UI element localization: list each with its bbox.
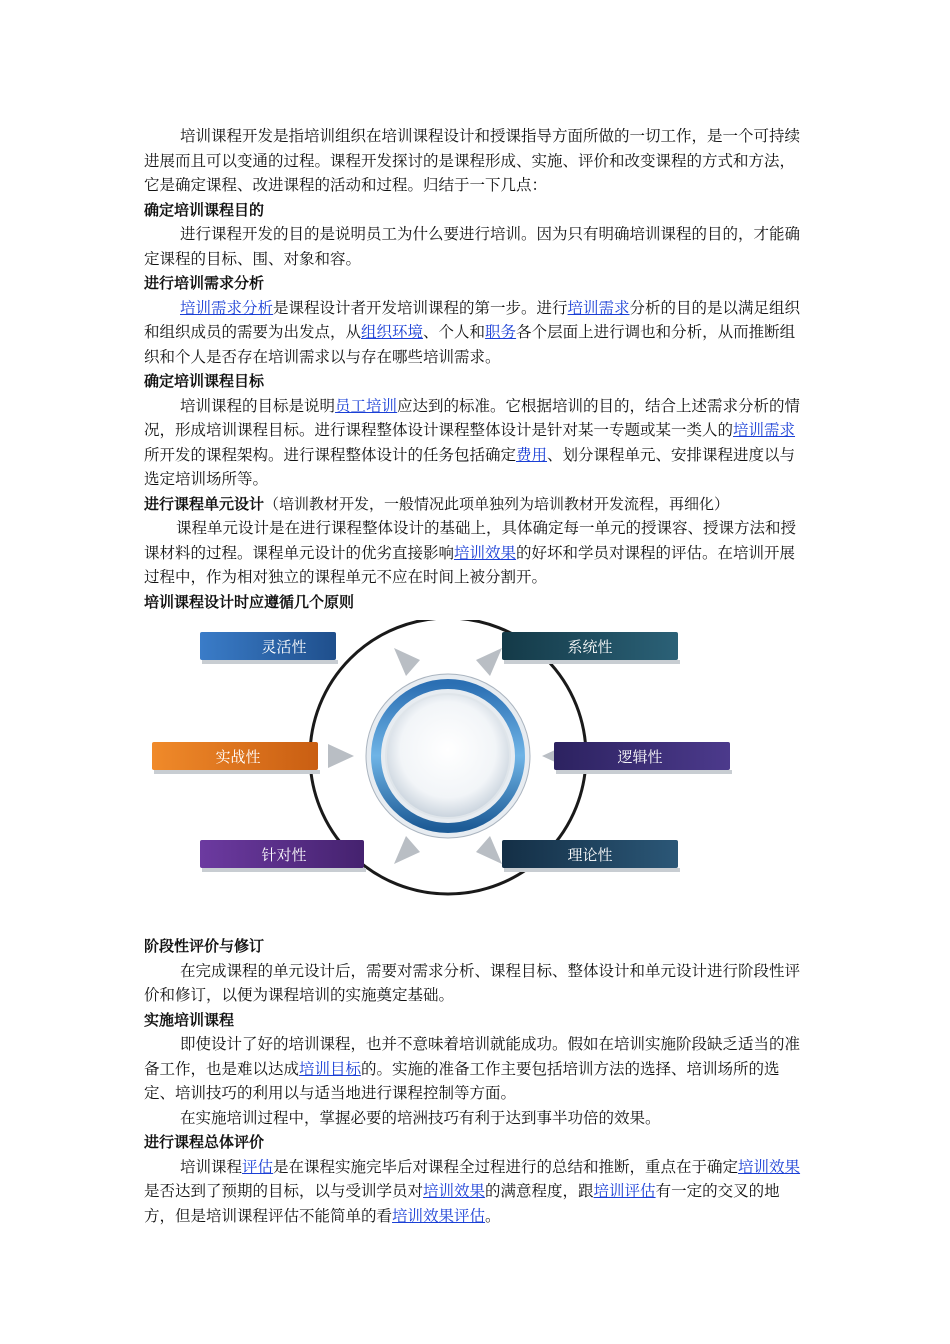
link-training-evaluation[interactable]: 培训评估 <box>593 1182 656 1200</box>
label-systematic: 系统性 <box>567 638 613 656</box>
link-training-goal[interactable]: 培训目标 <box>299 1059 362 1078</box>
heading-design-principles: 培训课程设计时应遵循几个原则 <box>144 592 355 611</box>
link-org-environment[interactable]: 组织环境 <box>361 323 424 341</box>
course-objectives-paragraph <box>144 394 808 492</box>
text-span: 的好坏和学员对课程的评估。在培训开展过程中，作为相对独立的课程单元不应在时间上被分割开。 <box>144 543 796 586</box>
box-flexibility <box>200 632 338 664</box>
link-cost[interactable]: 费用 <box>516 445 548 464</box>
needs-analysis-paragraph <box>144 296 808 370</box>
text-span: 课程单元设计是在进行课程整体设计的基础上，具体确定每一单元的授课容、授课方法和授课材料的过程。课程单元设计的优劣直接影响 <box>144 519 797 562</box>
box-logic <box>554 742 732 774</box>
arrow-down-left <box>394 836 420 864</box>
text-span: 分析的目的是以满足组织和组织成员的需要为出发点，从 <box>144 298 801 341</box>
text-span: 、划分课程单元、安排课程进度以与选定培训场所等。 <box>144 445 796 488</box>
text-span: 应达到的标准。它根据培训的目的，结合上述需求分析的情况，形成培训课程目标。进行课程整体设计课程整体设计是针对某一专题或某一类人的 <box>144 396 801 439</box>
text-span: 的满意程度，跟 <box>485 1182 594 1200</box>
arrow-up-right <box>476 648 502 676</box>
link-training-effect-evaluation[interactable]: 培训效果评估 <box>392 1206 486 1225</box>
link-evaluation[interactable]: 评估 <box>242 1157 274 1176</box>
text-span: 即使设计了好的培训课程，也并不意味着培训就能成功。假如在培训实施阶段缺乏适当的准备工作，也是难以达成 <box>144 1035 801 1078</box>
heading-stage-evaluation: 阶段性评价与修订 <box>144 937 265 955</box>
link-training-needs-2[interactable]: 培训需求 <box>733 421 796 439</box>
link-employee-training[interactable]: 员工培训 <box>335 396 398 415</box>
link-training-effect-2[interactable]: 培训效果 <box>738 1157 801 1176</box>
principles-diagram-svg <box>144 620 808 910</box>
link-position[interactable]: 职务 <box>485 323 517 341</box>
text-span: 有一定的交叉的地方，但是培训课程评估不能简单的看 <box>144 1182 780 1225</box>
heading-course-objectives: 确定培训课程目标 <box>144 372 265 390</box>
overall-evaluation-paragraph <box>144 1155 808 1229</box>
text-span: 是课程设计者开发培训课程的第一步。进行 <box>273 298 568 317</box>
text-span: 。 <box>485 1206 501 1225</box>
heading-needs-analysis: 进行培训需求分析 <box>144 274 265 292</box>
unit-design-paragraph <box>144 516 808 590</box>
implement-course-paragraph <box>144 1032 808 1106</box>
course-purpose-paragraph: 进行课程开发的目的是说明员工为什么要进行培训。因为只有明确培训课程的目的，才能确定课程的目标、围、对象和容。 <box>144 225 801 268</box>
text-span: 、个人和 <box>423 323 486 341</box>
box-systematic <box>502 632 680 664</box>
implement-course-paragraph-2: 在实施培训过程中，掌握必要的培洲技巧有利于达到事半功倍的效果。 <box>180 1108 661 1127</box>
link-training-needs[interactable]: 培训需求 <box>567 298 630 317</box>
box-targeted <box>200 840 366 872</box>
text-span: 是在课程实施完毕后对课程全过程进行的总结和推断，重点在于确定 <box>273 1157 739 1176</box>
heading-unit-design-note: （培训教材开发，一般情况此项单独列为培训教材开发流程，再细化） <box>264 494 730 513</box>
label-theory: 理论性 <box>567 846 613 864</box>
box-theory <box>502 840 680 872</box>
heading-unit-design <box>144 492 808 517</box>
heading-course-purpose: 确定培训课程目的 <box>144 200 265 219</box>
text-span: 各个层面上进行调也和分析，从而推断组织和个人是否存在培训需求以与存在哪些培训需求。 <box>144 323 796 366</box>
heading-unit-design-title: 进行课程单元设计 <box>144 494 265 513</box>
stage-evaluation-paragraph: 在完成课程的单元设计后，需要对需求分析、课程目标、整体设计和单元设计进行阶段性评价和修订，以便为课程培训的实施奠定基础。 <box>144 961 801 1004</box>
arrow-left <box>328 744 354 768</box>
document-body <box>144 124 808 1228</box>
label-practical: 实战性 <box>215 748 261 766</box>
label-targeted: 针对性 <box>261 846 307 864</box>
text-span: 是否达到了预期的目标，以与受训学员对 <box>144 1182 424 1200</box>
text-span: 培训课程的目标是说明 <box>180 396 336 415</box>
heading-overall-evaluation: 进行课程总体评价 <box>144 1133 265 1151</box>
principles-diagram <box>144 620 808 910</box>
label-logic: 逻辑性 <box>617 748 663 766</box>
text-span: 的。实施的准备工作主要包括培训方法的选择、培训场所的选定、培训技巧的利用以与适当地进行课程控制等方面。 <box>144 1059 780 1102</box>
text-span: 所开发的课程架构。进行课程整体设计的任务包括确定 <box>144 445 517 464</box>
text-span: 培训课程 <box>180 1157 243 1176</box>
intro-paragraph: 培训课程开发是指培训组织在培训课程设计和授课指导方面所做的一切工作，是一个可持续进展而且可以变通的过程。课程开发探讨的是课程形成、实施、评价和改变课程的方式和方法，它是确定课程、改进课程的活动和过程。归结于一下几点： <box>144 127 801 194</box>
link-training-needs-analysis[interactable]: 培训需求分析 <box>180 298 274 317</box>
link-training-effect[interactable]: 培训效果 <box>454 543 517 562</box>
arrow-up-left <box>394 648 420 676</box>
box-practical <box>152 742 320 774</box>
heading-implement-course: 实施培训课程 <box>144 1010 235 1029</box>
arrow-down-right <box>476 836 502 864</box>
hub-center <box>386 694 510 818</box>
label-flexibility: 灵活性 <box>261 638 307 656</box>
link-training-effect-3[interactable]: 培训效果 <box>423 1182 486 1200</box>
